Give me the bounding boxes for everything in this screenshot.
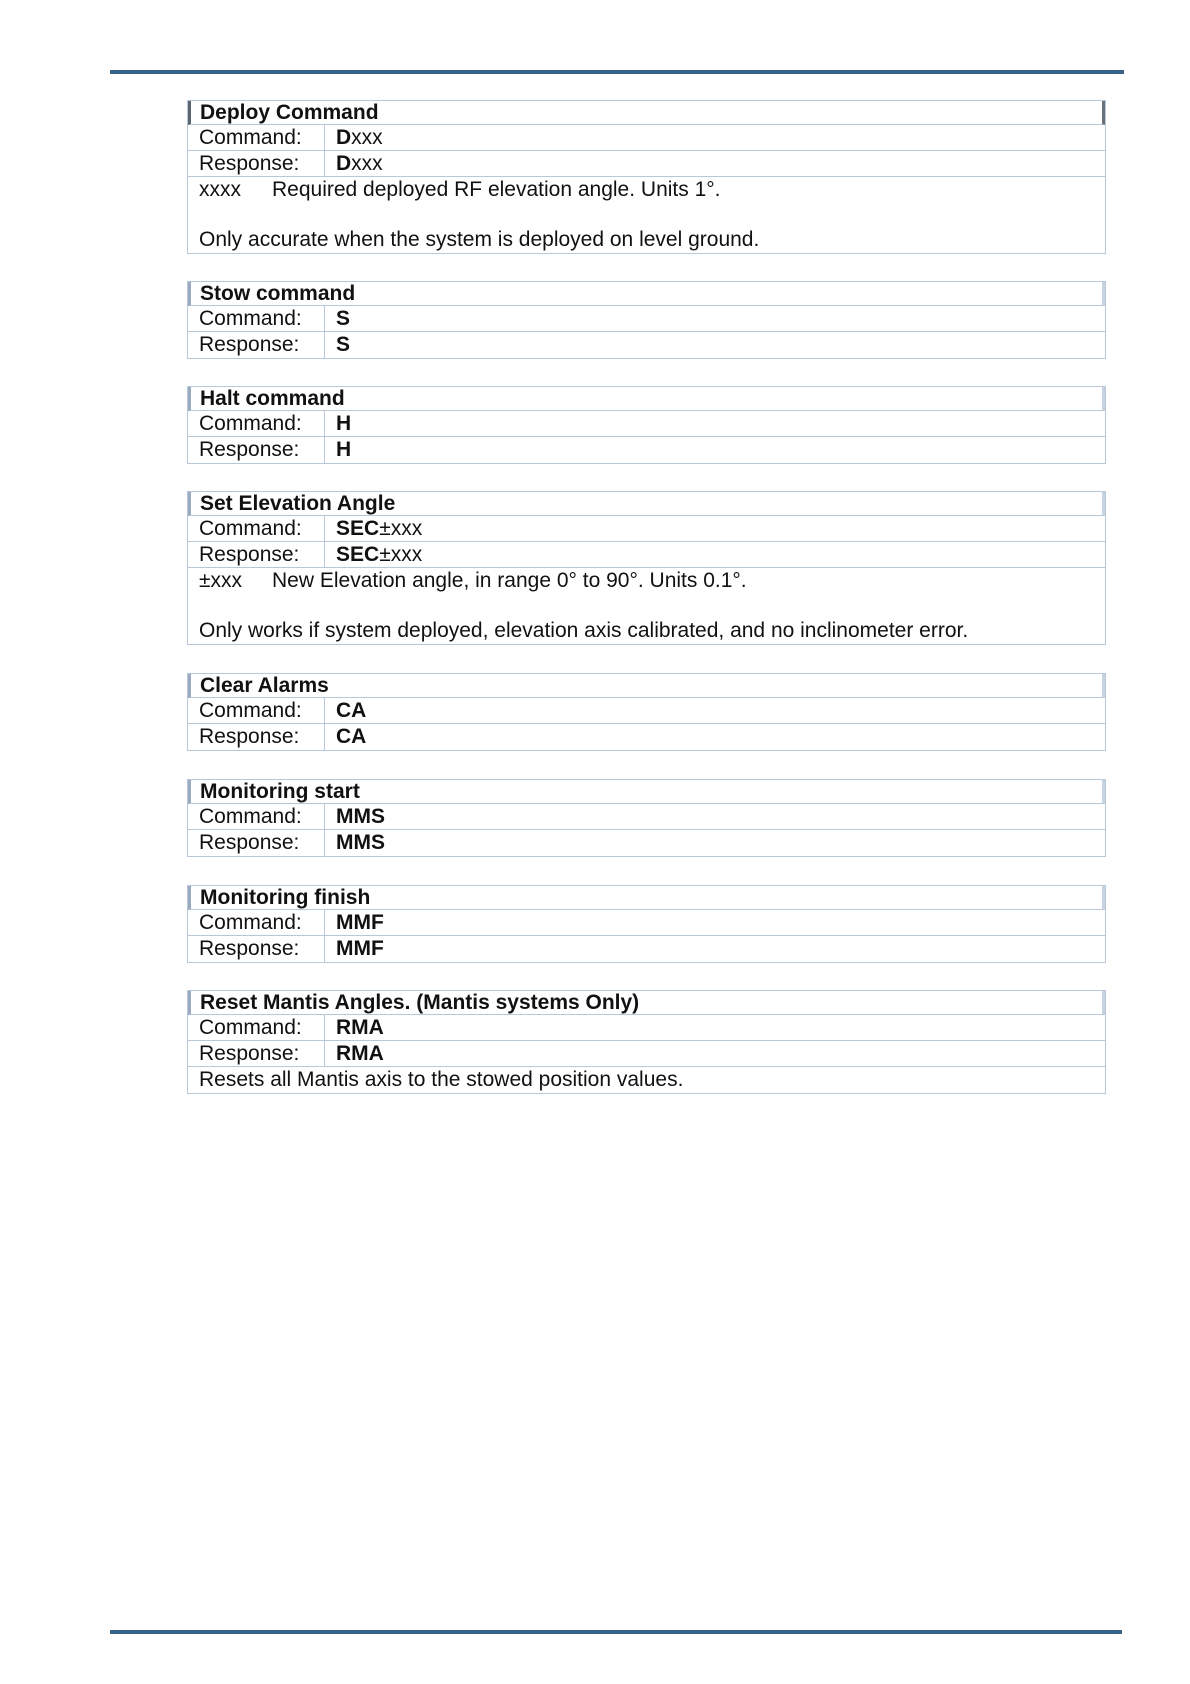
response-value: H <box>336 438 352 461</box>
response-value: MMS <box>336 831 385 854</box>
table-title: Monitoring finish <box>188 886 1105 910</box>
command-row <box>188 411 1105 437</box>
command-suffix: xxx <box>351 126 383 149</box>
table-title: Set Elevation Angle <box>188 492 1105 516</box>
response-label: Response: <box>188 542 325 567</box>
response-value: CA <box>336 725 367 748</box>
response-row <box>188 332 1105 358</box>
command-value: MMS <box>336 805 385 828</box>
response-label: Response: <box>188 1041 325 1066</box>
command-suffix: ±xxx <box>379 517 423 540</box>
command-row <box>188 125 1105 151</box>
reset-mantis-angles-table <box>187 990 1106 1094</box>
response-value: S <box>336 333 351 356</box>
halt-command-table <box>187 386 1106 464</box>
command-prefix: SEC <box>336 517 380 540</box>
response-label: Response: <box>188 437 325 463</box>
command-value: S <box>336 307 351 330</box>
command-label: Command: <box>188 411 325 436</box>
command-value: RMA <box>336 1016 384 1039</box>
command-value <box>325 125 383 150</box>
table-title: Deploy Command <box>188 101 1105 125</box>
command-label: Command: <box>188 516 325 541</box>
response-label: Response: <box>188 936 325 962</box>
command-label: Command: <box>188 1015 325 1040</box>
response-row <box>188 724 1105 750</box>
response-label: Response: <box>188 332 325 358</box>
command-label: Command: <box>188 125 325 150</box>
response-suffix: ±xxx <box>379 543 423 566</box>
monitoring-finish-table <box>187 885 1106 963</box>
description <box>188 177 1105 253</box>
command-value: MMF <box>336 911 384 934</box>
response-suffix: xxx <box>351 152 383 175</box>
response-row <box>188 1041 1105 1067</box>
command-label: Command: <box>188 306 325 331</box>
param-code: ±xxx <box>199 569 243 592</box>
command-row <box>188 1015 1105 1041</box>
note: Only accurate when the system is deployed on level ground. <box>199 228 760 251</box>
command-row <box>188 910 1105 936</box>
command-row <box>188 516 1105 542</box>
response-row <box>188 151 1105 177</box>
command-row <box>188 306 1105 332</box>
set-elevation-angle-table <box>187 491 1106 645</box>
command-value: H <box>336 412 352 435</box>
stow-command-table <box>187 281 1106 359</box>
command-label: Command: <box>188 804 325 829</box>
note: Resets all Mantis axis to the stowed position values. <box>199 1068 684 1091</box>
deploy-command-table <box>187 100 1106 254</box>
footer-rule <box>110 1630 1122 1634</box>
command-value: CA <box>336 699 367 722</box>
table-title: Clear Alarms <box>188 674 1105 698</box>
description <box>188 568 1105 644</box>
response-prefix: D <box>336 152 352 175</box>
command-prefix: D <box>336 126 352 149</box>
table-title: Halt command <box>188 387 1105 411</box>
param-description: Required deployed RF elevation angle. Units 1°. <box>272 178 721 201</box>
table-title: Monitoring start <box>188 780 1105 804</box>
command-row <box>188 698 1105 724</box>
response-label: Response: <box>188 151 325 176</box>
response-value: RMA <box>336 1042 384 1065</box>
response-label: Response: <box>188 724 325 750</box>
command-value <box>325 516 422 541</box>
clear-alarms-table <box>187 673 1106 751</box>
response-prefix: SEC <box>336 543 380 566</box>
description <box>188 1067 1105 1093</box>
header-rule <box>110 70 1124 74</box>
table-title: Stow command <box>188 282 1105 306</box>
response-value <box>325 542 422 567</box>
table-title: Reset Mantis Angles. (Mantis systems Only) <box>188 991 1105 1015</box>
response-row <box>188 830 1105 856</box>
note: Only works if system deployed, elevation axis calibrated, and no inclinometer error. <box>199 619 969 642</box>
param-code: xxxx <box>199 178 241 201</box>
command-label: Command: <box>188 698 325 723</box>
command-row <box>188 804 1105 830</box>
response-row <box>188 542 1105 568</box>
param-description: New Elevation angle, in range 0° to 90°. Units 0.1°. <box>272 569 747 592</box>
response-value: MMF <box>336 937 384 960</box>
response-row <box>188 936 1105 962</box>
response-value <box>325 151 383 176</box>
command-label: Command: <box>188 910 325 935</box>
response-row <box>188 437 1105 463</box>
monitoring-start-table <box>187 779 1106 857</box>
response-label: Response: <box>188 830 325 856</box>
